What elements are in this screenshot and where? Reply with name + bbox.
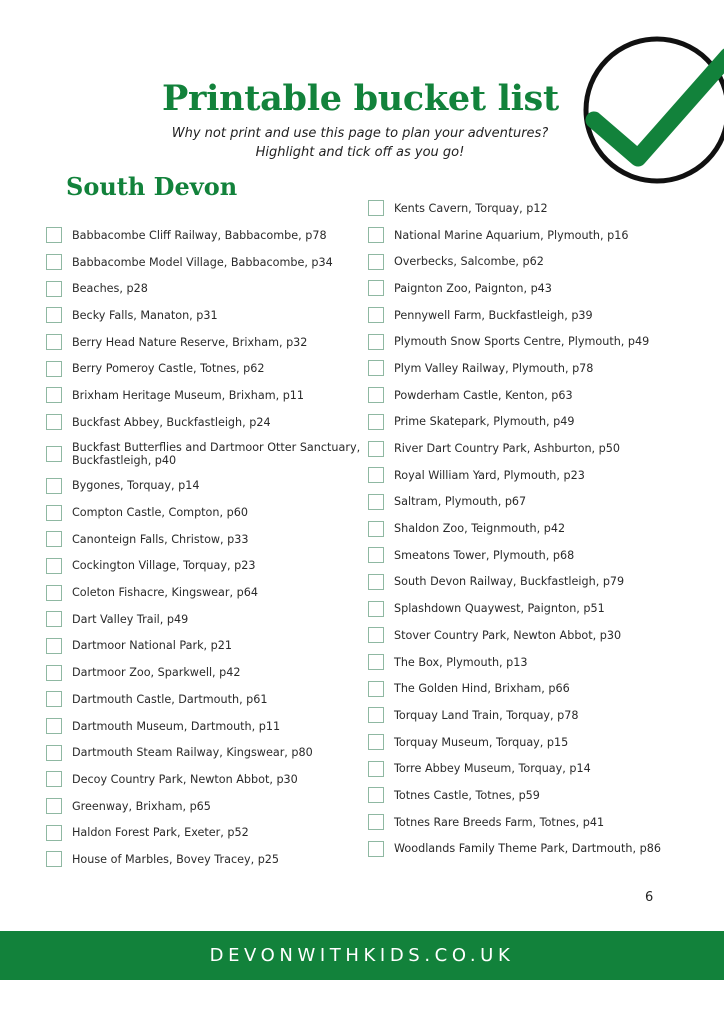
- checkbox[interactable]: [368, 707, 384, 723]
- list-item[interactable]: [46, 766, 366, 793]
- list-item-label: Dartmouth Castle, Dartmouth, p61: [72, 692, 268, 706]
- list-item-label: Pennywell Farm, Buckfastleigh, p39: [394, 308, 593, 322]
- list-item[interactable]: [368, 489, 718, 516]
- list-item[interactable]: [368, 515, 718, 542]
- list-item[interactable]: [46, 275, 366, 302]
- checkbox[interactable]: [46, 281, 62, 297]
- checkbox[interactable]: [368, 734, 384, 750]
- checkbox[interactable]: [46, 307, 62, 323]
- list-item-label: Brixham Heritage Museum, Brixham, p11: [72, 388, 305, 402]
- list-item[interactable]: [368, 275, 718, 302]
- list-item-label: Haldon Forest Park, Exeter, p52: [72, 826, 249, 840]
- checkbox[interactable]: [368, 814, 384, 830]
- list-item[interactable]: [46, 713, 366, 740]
- bucket-list-right-column: [368, 195, 718, 862]
- list-item[interactable]: [368, 382, 718, 409]
- list-item[interactable]: [46, 249, 366, 276]
- checkbox[interactable]: [368, 280, 384, 296]
- list-item-label: Powderham Castle, Kenton, p63: [394, 388, 573, 402]
- list-item[interactable]: [368, 462, 718, 489]
- list-item-label: Smeatons Tower, Plymouth, p68: [394, 548, 575, 562]
- list-item[interactable]: [368, 595, 718, 622]
- list-item-label: Canonteign Falls, Christow, p33: [72, 532, 249, 546]
- list-item-label: Paignton Zoo, Paignton, p43: [394, 281, 552, 295]
- list-item-label: Greenway, Brixham, p65: [72, 799, 211, 813]
- checkbox[interactable]: [368, 387, 384, 403]
- checkbox[interactable]: [368, 227, 384, 243]
- list-item-label: Babbacombe Cliff Railway, Babbacombe, p78: [72, 228, 327, 242]
- list-item-label: Totnes Castle, Totnes, p59: [394, 788, 540, 802]
- checkbox[interactable]: [46, 691, 62, 707]
- checkbox[interactable]: [368, 360, 384, 376]
- list-item-label: Bygones, Torquay, p14: [72, 479, 200, 493]
- checkbox[interactable]: [368, 787, 384, 803]
- list-item[interactable]: [368, 302, 718, 329]
- page-number: 6: [645, 890, 654, 905]
- footer-website-link[interactable]: DEVONWITHKIDS.CO.UK: [209, 945, 515, 966]
- list-item[interactable]: [368, 675, 718, 702]
- list-item[interactable]: [46, 633, 366, 660]
- list-item[interactable]: [46, 739, 366, 766]
- list-item-label: Torquay Museum, Torquay, p15: [394, 735, 569, 749]
- list-item-label: Totnes Rare Breeds Farm, Totnes, p41: [394, 815, 605, 829]
- list-item[interactable]: [46, 436, 366, 473]
- list-item[interactable]: [368, 355, 718, 382]
- checkbox[interactable]: [368, 467, 384, 483]
- subtitle-line-1: Why not print and use this page to plan your adventures?: [171, 126, 549, 141]
- list-item[interactable]: [46, 606, 366, 633]
- list-item[interactable]: [368, 729, 718, 756]
- subtitle-line-2: Highlight and tick off as you go!: [255, 145, 465, 160]
- list-item[interactable]: [368, 755, 718, 782]
- list-item[interactable]: [368, 409, 718, 436]
- list-item[interactable]: [368, 222, 718, 249]
- list-item-label: Dartmoor Zoo, Sparkwell, p42: [72, 666, 241, 680]
- page-title: Printable bucket list: [162, 78, 559, 119]
- list-item-label: Coleton Fishacre, Kingswear, p64: [72, 586, 258, 600]
- list-item-label: South Devon Railway, Buckfastleigh, p79: [394, 575, 625, 589]
- checkbox[interactable]: [46, 825, 62, 841]
- list-item-label: Woodlands Family Theme Park, Dartmouth, p86: [394, 842, 661, 856]
- list-item-label: Buckfast Abbey, Buckfastleigh, p24: [72, 415, 271, 429]
- section-title: South Devon: [66, 172, 238, 201]
- list-item-label: Torquay Land Train, Torquay, p78: [394, 708, 579, 722]
- checkbox[interactable]: [46, 227, 62, 243]
- list-item[interactable]: [368, 649, 718, 676]
- list-item-label: The Golden Hind, Brixham, p66: [394, 682, 570, 696]
- list-item-label: Plym Valley Railway, Plymouth, p78: [394, 361, 594, 375]
- checkmark-circle-icon: [560, 30, 724, 190]
- checkbox[interactable]: [368, 521, 384, 537]
- checkbox[interactable]: [368, 334, 384, 350]
- checkbox[interactable]: [46, 414, 62, 430]
- checkbox[interactable]: [368, 627, 384, 643]
- list-item[interactable]: [46, 846, 366, 873]
- list-item[interactable]: [46, 659, 366, 686]
- checkbox[interactable]: [368, 841, 384, 857]
- checkbox[interactable]: [46, 387, 62, 403]
- checkbox[interactable]: [46, 505, 62, 521]
- list-item-label: Torre Abbey Museum, Torquay, p14: [394, 762, 591, 776]
- footer-banner: [0, 931, 724, 980]
- list-item[interactable]: [46, 686, 366, 713]
- list-item[interactable]: [46, 329, 366, 356]
- list-item[interactable]: [46, 526, 366, 553]
- checkbox[interactable]: [46, 718, 62, 734]
- list-item-label: House of Marbles, Bovey Tracey, p25: [72, 852, 280, 866]
- checkbox[interactable]: [368, 307, 384, 323]
- list-item[interactable]: [46, 579, 366, 606]
- checkbox[interactable]: [46, 798, 62, 814]
- list-item-label: River Dart Country Park, Ashburton, p50: [394, 442, 620, 456]
- list-item[interactable]: [46, 499, 366, 526]
- checkbox[interactable]: [46, 638, 62, 654]
- checkbox[interactable]: [46, 611, 62, 627]
- checkbox[interactable]: [368, 200, 384, 216]
- list-item[interactable]: [46, 819, 366, 846]
- checkbox[interactable]: [46, 478, 62, 494]
- checkbox[interactable]: [368, 761, 384, 777]
- checkbox[interactable]: [368, 494, 384, 510]
- list-item[interactable]: [368, 435, 718, 462]
- list-item[interactable]: [46, 793, 366, 820]
- list-item[interactable]: [46, 553, 366, 580]
- list-item[interactable]: [368, 195, 718, 222]
- checkbox[interactable]: [368, 654, 384, 670]
- list-item-label: Stover Country Park, Newton Abbot, p30: [394, 628, 622, 642]
- list-item-label: Berry Pomeroy Castle, Totnes, p62: [72, 362, 265, 376]
- list-item[interactable]: [46, 302, 366, 329]
- checkbox[interactable]: [46, 531, 62, 547]
- list-item[interactable]: [46, 473, 366, 500]
- checkbox[interactable]: [46, 558, 62, 574]
- list-item[interactable]: [368, 248, 718, 275]
- list-item-label: Beaches, p28: [72, 282, 148, 296]
- list-item[interactable]: [368, 622, 718, 649]
- checkbox[interactable]: [368, 601, 384, 617]
- checkbox[interactable]: [368, 574, 384, 590]
- list-item-label: Dartmoor National Park, p21: [72, 639, 233, 653]
- checkbox[interactable]: [46, 771, 62, 787]
- list-item[interactable]: [368, 542, 718, 569]
- checkbox[interactable]: [46, 361, 62, 377]
- list-item[interactable]: [368, 809, 718, 836]
- list-item-label: Kents Cavern, Torquay, p12: [394, 201, 548, 215]
- checkbox[interactable]: [46, 851, 62, 867]
- list-item[interactable]: [46, 222, 366, 249]
- list-item[interactable]: [46, 409, 366, 436]
- checkbox[interactable]: [368, 254, 384, 270]
- list-item-label: Overbecks, Salcombe, p62: [394, 255, 544, 269]
- checkbox[interactable]: [368, 681, 384, 697]
- list-item[interactable]: [368, 569, 718, 596]
- list-item[interactable]: [368, 328, 718, 355]
- checkbox[interactable]: [368, 441, 384, 457]
- list-item-label: Prime Skatepark, Plymouth, p49: [394, 415, 575, 429]
- checkbox[interactable]: [368, 414, 384, 430]
- list-item-label: Dartmouth Museum, Dartmouth, p11: [72, 719, 281, 733]
- checkbox[interactable]: [46, 254, 62, 270]
- bucket-list-left-column: [46, 222, 366, 873]
- checkbox[interactable]: [46, 585, 62, 601]
- checkbox[interactable]: [46, 446, 62, 462]
- checkbox[interactable]: [46, 665, 62, 681]
- list-item-label: Decoy Country Park, Newton Abbot, p30: [72, 772, 298, 786]
- list-item-label: Compton Castle, Compton, p60: [72, 506, 248, 520]
- list-item-label: Splashdown Quaywest, Paignton, p51: [394, 602, 605, 616]
- list-item-label: Berry Head Nature Reserve, Brixham, p32: [72, 335, 308, 349]
- list-item[interactable]: [368, 782, 718, 809]
- list-item-label: Becky Falls, Manaton, p31: [72, 308, 218, 322]
- checkbox[interactable]: [368, 547, 384, 563]
- list-item-label: Shaldon Zoo, Teignmouth, p42: [394, 522, 566, 536]
- checkbox[interactable]: [46, 745, 62, 761]
- list-item-label: National Marine Aquarium, Plymouth, p16: [394, 228, 629, 242]
- list-item-label: Cockington Village, Torquay, p23: [72, 559, 256, 573]
- list-item[interactable]: [46, 382, 366, 409]
- list-item-label: Plymouth Snow Sports Centre, Plymouth, p49: [394, 335, 650, 349]
- list-item-label: Royal William Yard, Plymouth, p23: [394, 468, 585, 482]
- list-item-label: The Box, Plymouth, p13: [394, 655, 528, 669]
- list-item[interactable]: [46, 355, 366, 382]
- list-item-label: Babbacombe Model Village, Babbacombe, p34: [72, 255, 333, 269]
- list-item[interactable]: [368, 702, 718, 729]
- list-item-label: Dart Valley Trail, p49: [72, 612, 189, 626]
- list-item-label: Saltram, Plymouth, p67: [394, 495, 527, 509]
- checkbox[interactable]: [46, 334, 62, 350]
- list-item[interactable]: [368, 836, 718, 863]
- list-item-label: Buckfast Butterflies and Dartmoor Otter Sanctuary, Buckfastleigh, p40: [72, 441, 361, 467]
- list-item-label: Dartmouth Steam Railway, Kingswear, p80: [72, 746, 313, 760]
